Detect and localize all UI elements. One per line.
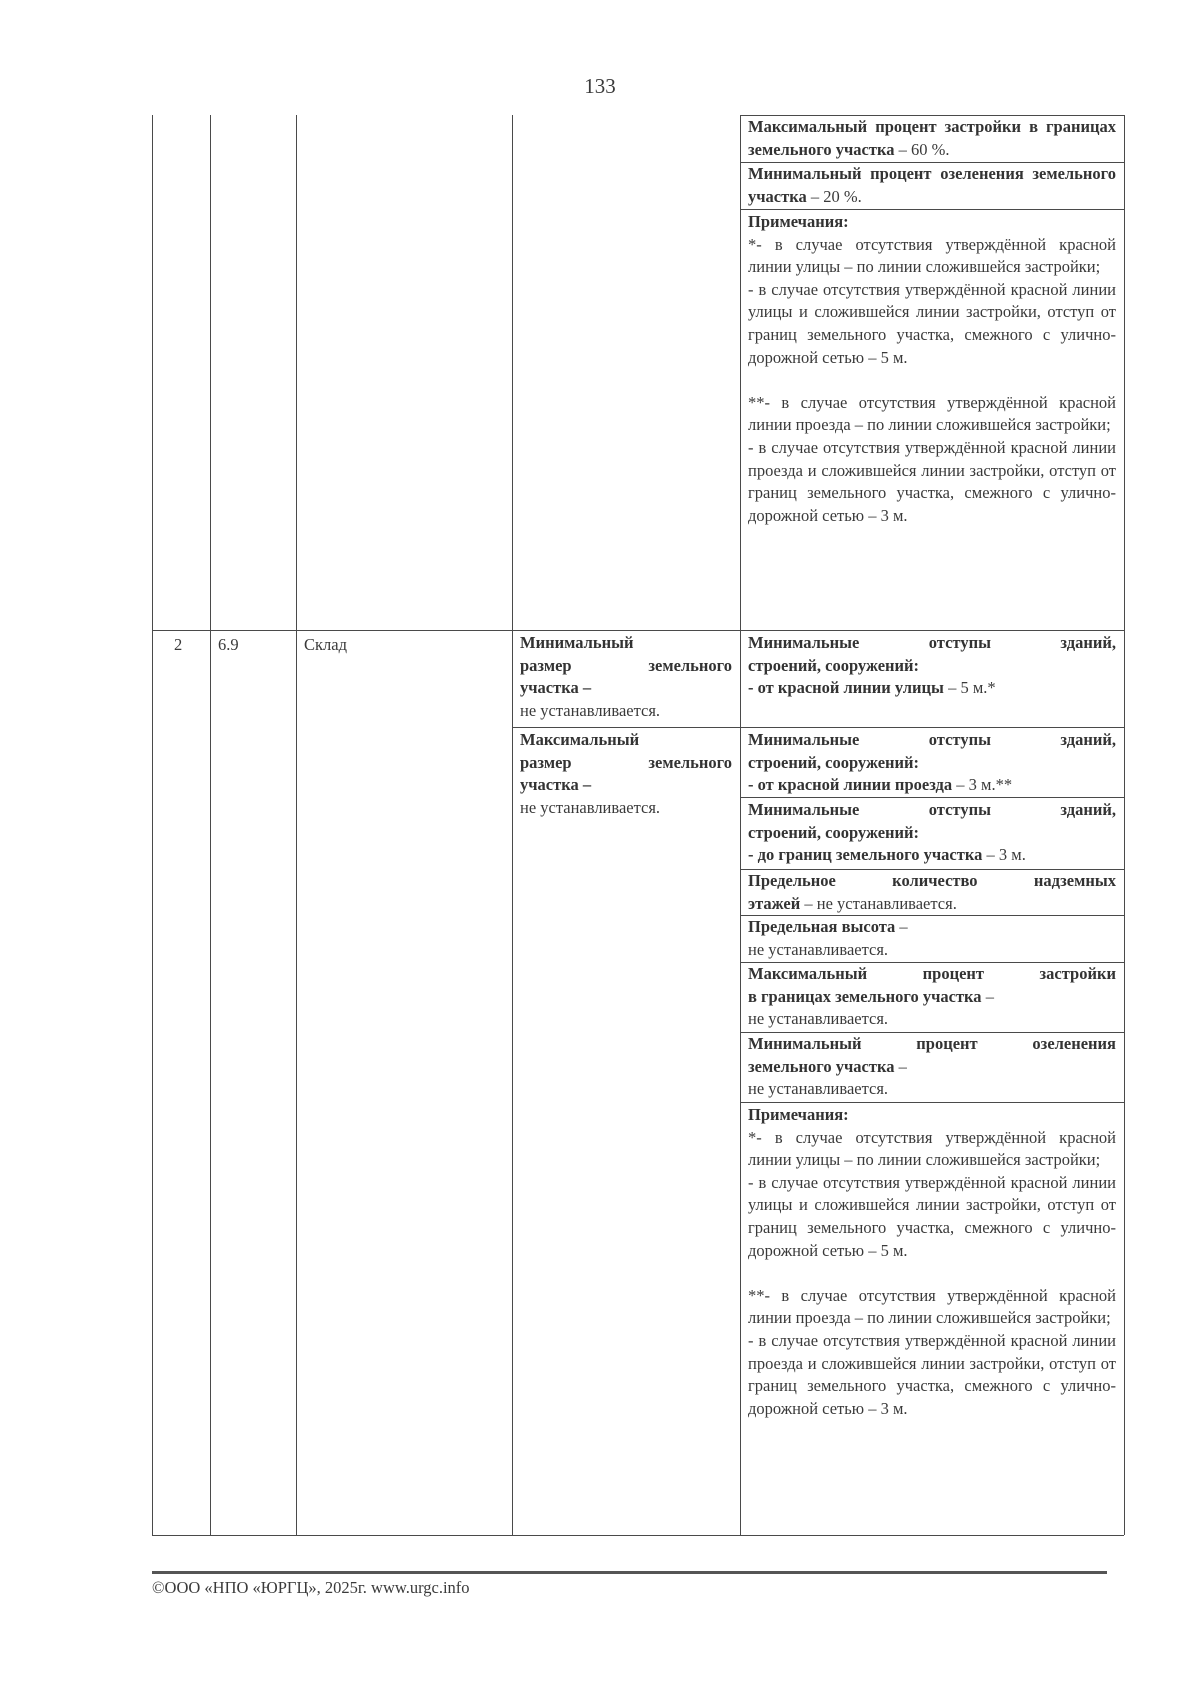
p5-l1-rest: – — [895, 917, 908, 936]
note-1b: - в случае отсутствия утверждённой красной линии улицы и сложившейся линии застройки, отступ от границ земельного участка, смежного с улично-дорожной сетью – 5 м. — [748, 1172, 1116, 1260]
size-max-l2: размер земельного — [520, 752, 732, 772]
row-number: 2 — [174, 635, 183, 654]
p6-l1: Максимальный процент застройки — [748, 964, 1116, 983]
p3-l3-rest: – 3 м. — [982, 845, 1026, 865]
note-2b: - в случае отсутствия утверждённой красной линии проезда и сложившейся линии застройки, отступ от границ земельного участка, смежного с улично-дорожной сетью – 3 м. — [748, 1330, 1116, 1418]
size-max-l3: участка – — [520, 775, 592, 795]
row-name: Склад — [304, 635, 347, 654]
p1-l1: Минимальные отступы зданий, — [748, 633, 1116, 652]
param-max-building-percent — [748, 116, 1116, 161]
note-1a: *- в случае отсутствия утверждённой красной линии улицы – по линии сложившейся застройки; — [748, 1127, 1116, 1170]
note-2a: **- в случае отсутствия утверждённой красной линии проезда – по линии сложившейся застройки; — [748, 392, 1116, 435]
param-min-greening-percent — [748, 163, 1116, 208]
p4-l2-rest: – не устанавливается. — [800, 893, 957, 913]
param-height — [748, 916, 1116, 961]
p2-l3: - от красной линии проезда — [748, 775, 953, 795]
param-label: Максимальный процент застройки в границах земельного участка — [748, 117, 1116, 159]
param-value: – 60 %. — [894, 139, 950, 159]
note-1a: *- в случае отсутствия утверждённой красной линии улицы – по линии сложившейся застройки; — [748, 234, 1116, 277]
size-max-l1: Максимальный — [520, 730, 640, 749]
page-number: 133 — [584, 74, 616, 98]
note-1b: - в случае отсутствия утверждённой красной линии улицы и сложившейся линии застройки, отступ от границ земельного участка, смежного с улично-дорожной сетью – 5 м. — [748, 279, 1116, 367]
p7-l3: не устанавливается. — [748, 1079, 889, 1099]
size-min-cell — [520, 632, 732, 722]
note-2a: **- в случае отсутствия утверждённой красной линии проезда – по линии сложившейся застройки; — [748, 1285, 1116, 1328]
p3-l1: Минимальные отступы зданий, — [748, 800, 1116, 819]
p4-l1: Предельное количество надземных — [748, 871, 1116, 890]
param-setback-passage — [748, 729, 1116, 797]
footer-copyright: ©ООО «НПО «ЮРГЦ», 2025г. www.urgc.info — [152, 1578, 470, 1597]
param-min-greening-percent-2 — [748, 1033, 1116, 1101]
row-code: 6.9 — [218, 635, 239, 654]
param-max-building-percent-2 — [748, 963, 1116, 1031]
notes-top — [748, 211, 1116, 527]
footer-rule — [152, 1571, 1107, 1574]
p3-l3: - до границ земельного участка — [748, 845, 983, 865]
param-label: Минимальный процент озеленения земельного участка — [748, 164, 1116, 206]
size-min-l1: Минимальный — [520, 633, 634, 652]
p2-l2: строений, сооружений: — [748, 752, 920, 772]
p1-l3: - от красной линии улицы — [748, 678, 944, 698]
notes-row-2 — [748, 1104, 1116, 1420]
p7-l2-rest: – — [894, 1056, 907, 1076]
param-setback-boundary — [748, 799, 1116, 867]
size-min-l2: размер земельного — [520, 655, 732, 675]
p7-l1: Минимальный процент озеленения — [748, 1034, 1116, 1053]
p3-l2: строений, сооружений: — [748, 822, 920, 842]
size-min-l3: участка – — [520, 678, 592, 698]
p5-l2: не устанавливается. — [748, 939, 889, 959]
param-setback-street — [748, 632, 1116, 700]
param-value: – 20 %. — [806, 186, 862, 206]
p2-l1: Минимальные отступы зданий, — [748, 730, 1116, 749]
note-2b: - в случае отсутствия утверждённой красной линии проезда и сложившейся линии застройки, отступ от границ земельного участка, смежного с улично-дорожной сетью – 3 м. — [748, 437, 1116, 525]
p7-l2: земельного участка — [748, 1056, 895, 1076]
size-min-l4: не устанавливается. — [520, 700, 661, 720]
notes-title: Примечания: — [748, 212, 849, 231]
p6-l2: в границах земельного участка — [748, 986, 982, 1006]
p6-l2-rest: – — [981, 986, 994, 1006]
size-max-l4: не устанавливается. — [520, 797, 661, 817]
p4-l2: этажей — [748, 893, 801, 913]
p1-l2: строений, сооружений: — [748, 655, 920, 675]
size-max-cell — [520, 729, 732, 819]
p6-l3: не устанавливается. — [748, 1009, 889, 1029]
p2-l3-rest: – 3 м.** — [952, 775, 1013, 795]
notes-title: Примечания: — [748, 1105, 849, 1124]
p1-l3-rest: – 5 м.* — [943, 678, 996, 698]
p5-l1: Предельная высота — [748, 917, 896, 936]
param-floors — [748, 870, 1116, 915]
